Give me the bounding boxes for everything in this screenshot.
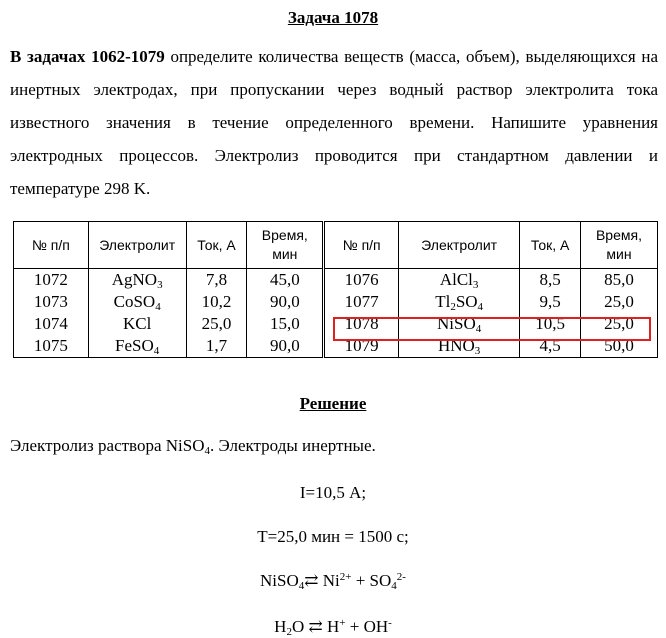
equilibrium-arrow-icon: ⇄ [304,571,319,590]
header-electrolyte: Электролит [398,222,519,269]
row-time: 90,0 [247,291,324,313]
header-current: Ток, А [520,222,581,269]
row-number: 1079 [324,335,399,358]
row-number: 1073 [14,291,89,313]
row-current: 4,5 [520,335,581,358]
task-statement [10,40,658,205]
current-value: I=10,5 А; [299,483,367,502]
row-time: 25,0 [580,291,657,313]
highlight-box [333,317,651,341]
header-electrolyte: Электролит [88,222,186,269]
table-row [14,269,658,292]
row-number: 1075 [14,335,89,358]
solution-intro: Электролиз раствора NiSO$_4$. Электроды инертные. [10,436,376,457]
solution-title: Решение [299,394,367,413]
table-header-row [14,222,658,269]
row-time: 50,0 [580,335,657,358]
row-number: 1074 [14,313,89,335]
header-number: № п/п [14,222,89,269]
header-time: Время, мин [580,222,657,269]
row-time: 45,0 [247,269,324,292]
row-electrolyte: AgNO$_3$ [88,269,186,292]
row-electrolyte: NiSO$_4$ [398,313,519,335]
task-text: определите количества веществ (масса, объем), выделяющихся на инертных электродах, при пропускании через водный раствор электролита тока известного значения в течение определенного времени. Напишите уравнения электродных процессов. Электролиз проводится при стандартном давлении и температуре 298 K. [10,47,658,198]
row-current: 9,5 [520,291,581,313]
row-current: 1,7 [186,335,247,358]
dissociation-equation: NiSO$_4$⇄ $Ni^{2+} + SO_4^{2-}$ [260,571,406,592]
row-time: 85,0 [580,269,657,292]
row-electrolyte: FeSO$_4$ [88,335,186,358]
row-electrolyte: $HNO_3$ [398,335,519,358]
row-electrolyte: KCl [88,313,186,335]
row-time: 25,0 [580,313,657,335]
task-title: Задача 1078 [287,8,379,27]
header-time: Время, мин [247,222,324,269]
row-time: 15,0 [247,313,324,335]
row-number: 1076 [324,269,399,292]
water-dissociation-equation: $H_2O$ ⇄ H+ + OH- [274,617,392,638]
header-current: Ток, А [186,222,247,269]
row-electrolyte: CoSO$_4$ [88,291,186,313]
row-current: 7,8 [186,269,247,292]
row-number: 1077 [324,291,399,313]
row-number: 1078 [324,313,399,335]
row-time: 90,0 [247,335,324,358]
row-current: 8,5 [520,269,581,292]
row-number: 1072 [14,269,89,292]
row-electrolyte: AlCl$_3$ [398,269,519,292]
header-number: № п/п [324,222,399,269]
row-current: 25,0 [186,313,247,335]
row-current: 10,5 [520,313,581,335]
task-range: В задачах 1062-1079 [10,47,165,66]
time-value: T=25,0 мин = 1500 с; [257,527,409,546]
row-current: 10,2 [186,291,247,313]
equilibrium-arrow-icon: ⇄ [308,617,323,636]
table-row [14,291,658,313]
row-electrolyte: $Tl_2SO_4$ [398,291,519,313]
